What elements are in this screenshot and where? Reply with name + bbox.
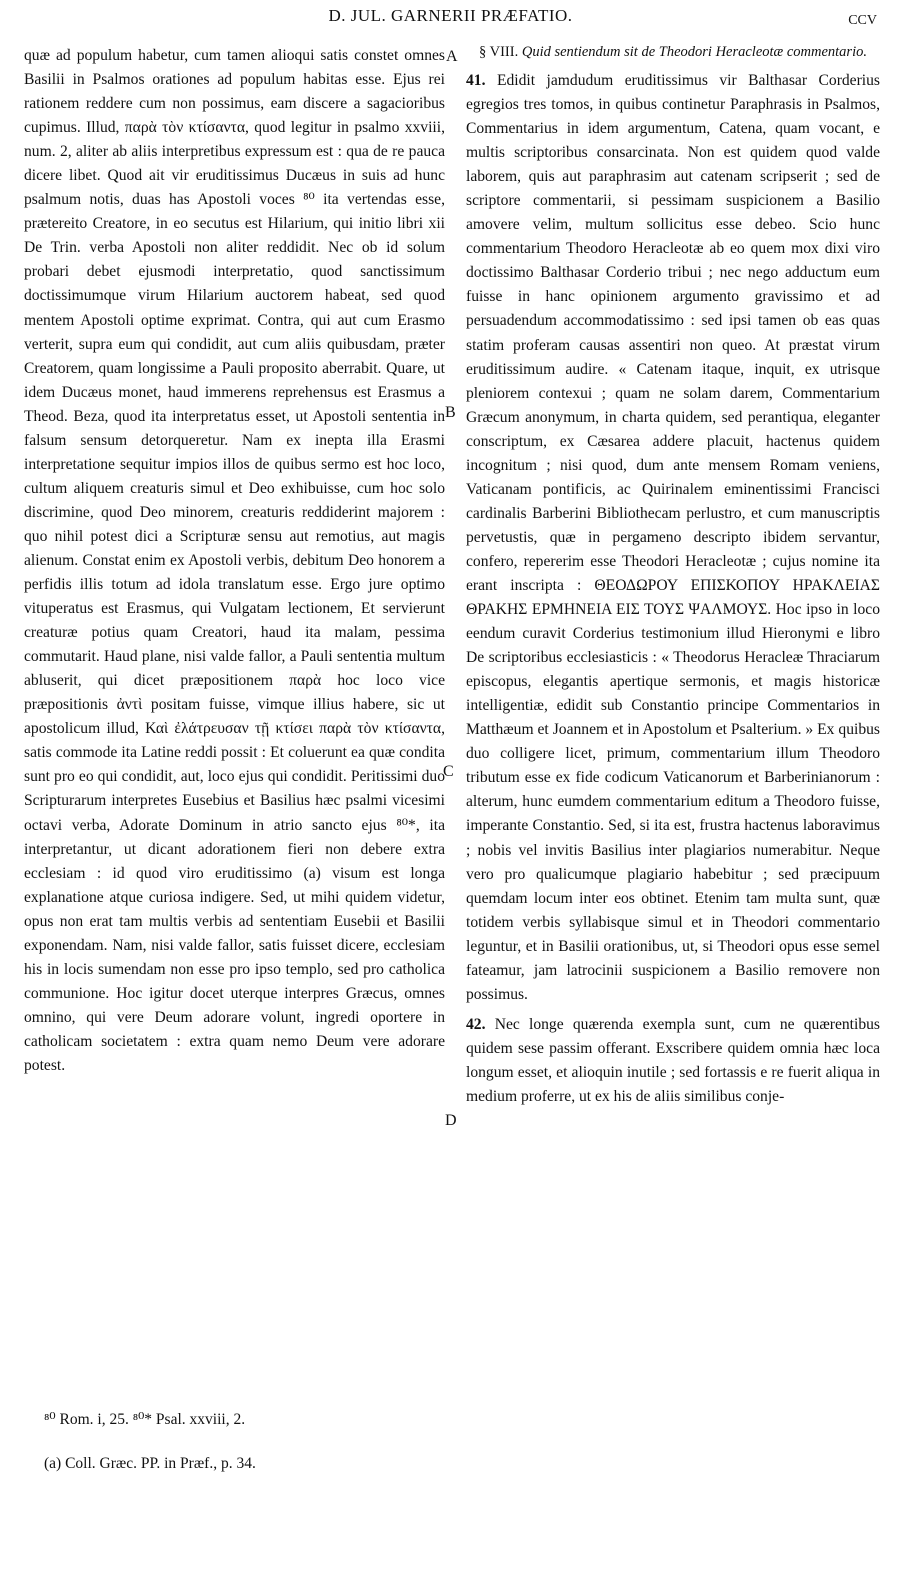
margin-letter-a: A: [446, 48, 458, 65]
margin-letter-c: C: [443, 763, 454, 780]
left-column: [24, 44, 445, 1078]
page-number: CCV: [848, 13, 877, 28]
paragraph-number-42: 42.: [466, 1015, 486, 1033]
footnote-scripture: ⁸⁰ Rom. i, 25. ⁸⁰* Psal. xxviii, 2.: [44, 1411, 246, 1428]
section-title: Quid sentiendum sit de Theodori Heracleotæ commentario.: [521, 44, 867, 60]
running-title: D. JUL. GARNERII PRÆFATIO.: [328, 6, 573, 25]
paragraph-41: [466, 69, 880, 1007]
paragraph-number-41: 41.: [466, 72, 486, 89]
paragraph-42: [466, 1013, 880, 1109]
right-column: [466, 44, 880, 1109]
paragraph-42-text: Nec longe quærenda exempla sunt, cum ne quærentibus quidem sese passim offerant. Exscribere quidem omnia hæc loca longum esset, et alioquin inutile ; sed fortassis e re fuerit aliqua in medium proferre, ut ex his de aliis similibus conje-: [466, 1015, 880, 1105]
section-heading: [466, 44, 880, 61]
margin-letter-d: D: [445, 1112, 457, 1129]
left-column-text: quæ ad populum habetur, cum tamen alioqui satis constet omnes Basilii in Psalmos orationes ad populum habitas esse. Ejus rei rationem reddere cum non possimus, eam discere a sagacioribus cupimus. Illud, παρὰ τὸν κτίσαντα, quod legitur in psalmo xxviii, num. 2, aliter ab aliis interpretibus expressum est : qua de re pauca dicere libet. Quod ait vir eruditissimus Ducæus in suis ad hunc psalmum notis, duas has Apostoli voces ⁸⁰ ita vertendas esse, prætereito Creatore, in eo secutus est Hilarium, qui initio libri xii De Trin. verba Apostoli non aliter reddidit. Nec ob id solum probari debet ejusmodi interpretatio, quod sanctissimum doctissimumque virum Hilarium auctorem habeat, sed quod mentem Apostoli optime exprimat. Contra, qui aut cum Erasmo verterit, supra eum qui condidit, aut cum aliis quibusdam, præter Creatorem, quam longissime a Pauli proposito aberrabit. Quare, ut idem Ducæus monet, haud immerens reprehensus est Erasmus a Theod. Beza, quod ita interpretatus esset, ut Apostoli sententia in falsum sensum detorqueretur. Nam ex inepta illa Erasmi interpretatione sequitur impios illos de quibus sermo est hoc loco, cultum aliquem creaturis simul et Deo exhibuisse, cum hoc solo discrimine, quod Deo minorem, creaturis reddiderint majorem : quo nihil potest dici a Scripturæ sensu aut remotius, aut magis alienum. Constat enim ex Apostoli verbis, debitum Deo honorem a perfidis illis totum ad idola translatum esse. Ergo jure optimo vituperatus est Erasmus, qui Vulgatam lectionem, Et servierunt creaturæ potius quam Creatori, haud ita malam, pessima commutarit. Haud plane, nisi valde fallor, a Pauli sententia multum abluserit, qui dicet præpositionem παρὰ hoc loco vice præpositionis ἀντὶ positam fuisse, vimque illius habere, sic ut apostolicum illud, Καὶ ἐλάτρευσαν τῇ κτίσει παρὰ τὸν κτίσαντα, satis commode ita Latine reddi possit : Et coluerunt ea quæ condita sunt pro eo qui condidit, aut, loco ejus qui condidit. Peritissimi duo Scripturarum interpretes Eusebius et Basilius hæc psalmi vicesimi octavi verba, Adorate Dominum in atrio sancto ejus ⁸⁰*, ita interpretantur, ut dicant adorationem fieri non debere extra ecclesiam : id quod viro eruditissimo (a) visum est longa explanatione atque curiosa indigere. Sed, ut mihi quidem videtur, opus non erat tam multis verbis ad sententiam Eusebii et Basilii exponendam. Nam, nisi valde fallor, satis fuisset dicere, ecclesiam his in locis sumendam non esse pro ipso templo, sed pro catholica communione. Hoc igitur docet uterque interpres Græcus, omnes omnino, qui vere Deum adorare volunt, ingredi oportere in catholicam societatem : extra quam nemo Deum vere adorare potest.: [24, 47, 445, 1074]
margin-letter-b: B: [445, 404, 456, 421]
section-number: § VIII.: [479, 44, 519, 60]
footnote-a: (a) Coll. Græc. PP. in Præf., p. 34.: [44, 1455, 256, 1472]
paragraph-41-text: Edidit jamdudum eruditissimus vir Balthasar Corderius egregios tres tomos, in quibus continetur Paraphrasis in Psalmos, Commentarius in idem argumentum, Catena, quam vocant, e multis scriptoribus consarcinata. Non est quidem quod valde laborem, quis aut paraphrasim aut catenam scripserit ; sed de scriptore commentarii, si pessimam suspicionem a Basilio amovere velim, multum sollicitus esse debeo. Scio hunc commentarium Theodoro Heracleotæ ab eo quem mox dixi viro doctissimo Balthasar Corderio tribui ; nec nego adductum eum fuisse in hanc opinionem argumento gravissimo et ad persuadendum accommodatissimo : sed ipsi tamen ob eas quas statim proferam causas assentiri non queo. At præstat virum eruditissimum audire. « Catenam itaque, inquit, ex utrisque pleniorem contexui ; quam ne solam darem, Commentarium Græcum anonymum, in charta quidem, sed perantiqua, eleganter conscriptum, ex Cæsarea addere placuit, hactenus quidem incognitum ; nisi quod, dum ante mensem Romam veniens, Vaticanam pontificis, ac Quirinalem eminentissimi Francisci cardinalis Barberini Bibliothecam perlustro, et cum manuscriptis pervetustis, quæ in pergameno descripto ibidem servantur, confero, repererim esse Theodori Heracleotæ ; cujus nomine ita erant inscripta : ΘΕΟΔΩΡΟΥ ΕΠΙΣΚΟΠΟΥ ΗΡΑΚΛΕΙΑΣ ΘΡΑΚΗΣ ΕΡΜΗΝΕΙΑ ΕΙΣ ΤΟΥΣ ΨΑΛΜΟΥΣ. Hoc ipso in loco eendum curavit Corderius testimonium illud Hieronymi e libro De scriptoribus ecclesiasticis : « Theodorus Heracleæ Thraciarum episcopus, elegantis apertique sermonis, et magis historicæ intelligentiæ, edidit sub Constantio principe Commentarios in Matthæum et Joannem et in Apostolum et Psalterium. » Ex quibus duo colligere licet, primum, commentarium illum Theodoro tributum esse ex fide codicum Vaticanorum et Barberinianorum : alterum, hunc eumdem commentarium editum a Theodoro fuisse, imperante Constantio. Sed, si ita est, frustra hactenus laboravimus ; nobis vel invitis Basilius inter plagiarios numerabitur. Neque vero pro qualicumque plagiario habebitur ; sed præcipuum quemdam locum inter eos obtinet. Etenim tam multa sunt, quæ totidem verbis syllabisque simul et in Theodori commentario leguntur, et in Basilii orationibus, ut, si Theodori opus esse semel fateamur, jam latrocinii suspicionem a Basilio removere non possimus.: [466, 72, 880, 1003]
